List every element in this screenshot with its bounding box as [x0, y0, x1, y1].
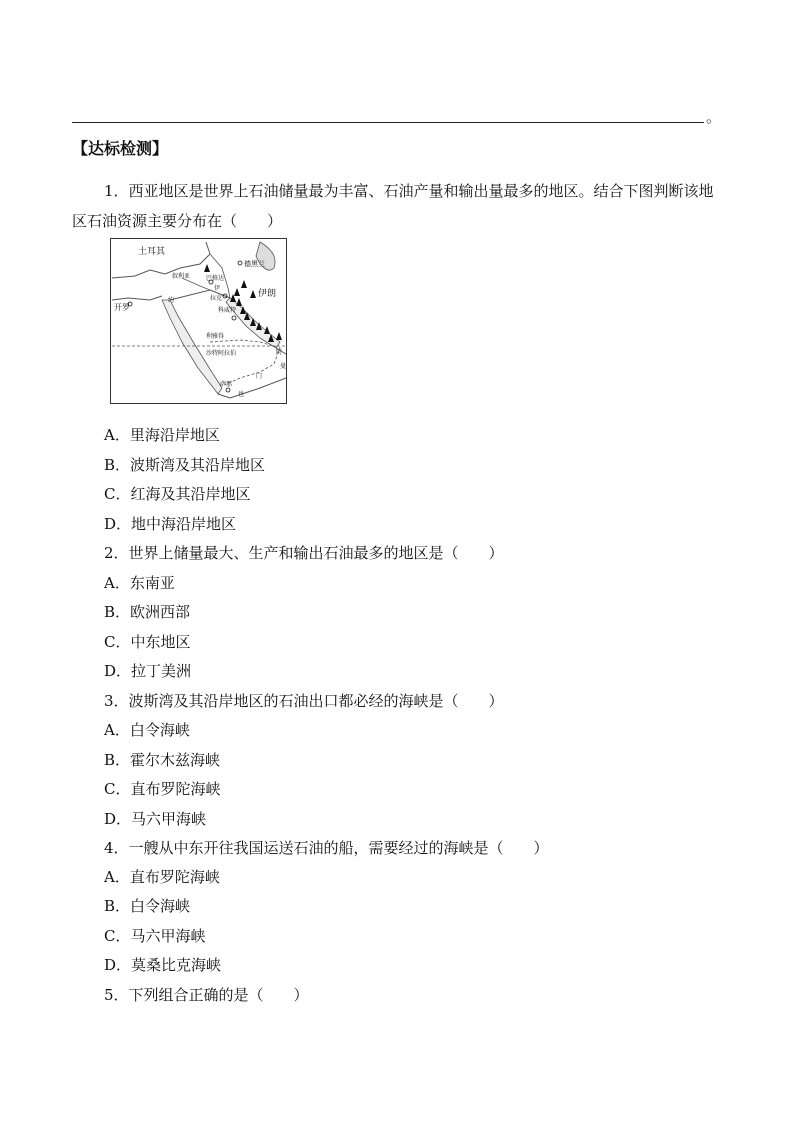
q3-option-d: D．马六甲海峡	[104, 810, 207, 828]
answer-blank-line	[72, 122, 704, 123]
map-label-turkey: 土耳其	[138, 247, 166, 257]
q3-option-a: A．白令海峡	[104, 721, 190, 739]
q3-option-c: C．直布罗陀海峡	[104, 780, 221, 798]
q4-option-d: D．莫桑比克海峡	[104, 956, 222, 974]
q1-option-b: B．波斯湾及其沿岸地区	[104, 456, 266, 474]
section-heading: 【达标检测】	[72, 139, 169, 158]
q1-stem: 1．西亚地区是世界上石油储量最为丰富、石油产量和输出量最多的地区。结合下图判断该地区石油资源主要分布在（ ）	[72, 182, 714, 230]
q4-option-c: C．马六甲海峡	[104, 927, 206, 945]
q4-option-a: A．直布罗陀海峡	[104, 868, 220, 886]
q1-option-d: D．地中海沿岸地区	[104, 515, 237, 533]
q2-stem: 2．世界上储量最大、生产和输出石油最多的地区是（ ）	[104, 544, 504, 562]
q4-stem: 4．一艘从中东开往我国运送石油的船，需要经过的海峡是（ ）	[104, 839, 549, 857]
q3-option-b: B．霍尔木兹海峡	[104, 751, 221, 769]
q2-option-c: C．中东地区	[104, 633, 191, 651]
q3-stem: 3．波斯湾及其沿岸地区的石油出口都必经的海峡是（ ）	[104, 692, 504, 710]
q5-stem: 5．下列组合正确的是（ ）	[104, 986, 309, 1004]
q2-option-b: B．欧洲西部	[104, 603, 191, 621]
map-label-riyadh: 利雅得	[206, 333, 225, 340]
map-label-iraq-3: 克	[216, 295, 223, 302]
map-label-baghdad: 巴格达	[206, 275, 225, 282]
map-label-sanaa: 萨那	[220, 381, 233, 388]
q2-option-d: D．拉丁美洲	[104, 662, 192, 680]
q1-option-a: A．里海沿岸地区	[104, 426, 220, 444]
map-label-iraq-2: 拉	[210, 295, 217, 302]
q1-option-c: C．红海及其沿岸地区	[104, 485, 251, 503]
map-label-kuwait: 科威特	[218, 307, 237, 314]
map-label-cairo: 开罗	[114, 303, 130, 312]
map-label-yemen-2: 也	[238, 391, 245, 398]
map-label-jordan: 约	[168, 297, 175, 304]
map-label-yemen-1: 门	[256, 373, 263, 380]
map-label-iraq-1: 伊	[214, 285, 221, 292]
answer-line-period: 。	[706, 108, 722, 126]
map-label-oman-2: 曼	[280, 363, 287, 370]
map-label-saudi: 沙特阿拉伯	[206, 350, 237, 357]
map-label-tehran: 德黑兰	[244, 260, 265, 268]
q4-option-b: B．白令海峡	[104, 897, 191, 915]
map-label-oman-1: 阿	[276, 349, 283, 356]
q2-option-a: A．东南亚	[104, 574, 175, 592]
map-label-syria: 叙利亚	[172, 273, 191, 280]
map-label-iran: 伊朗	[258, 289, 277, 299]
west-asia-oil-map	[110, 238, 287, 404]
